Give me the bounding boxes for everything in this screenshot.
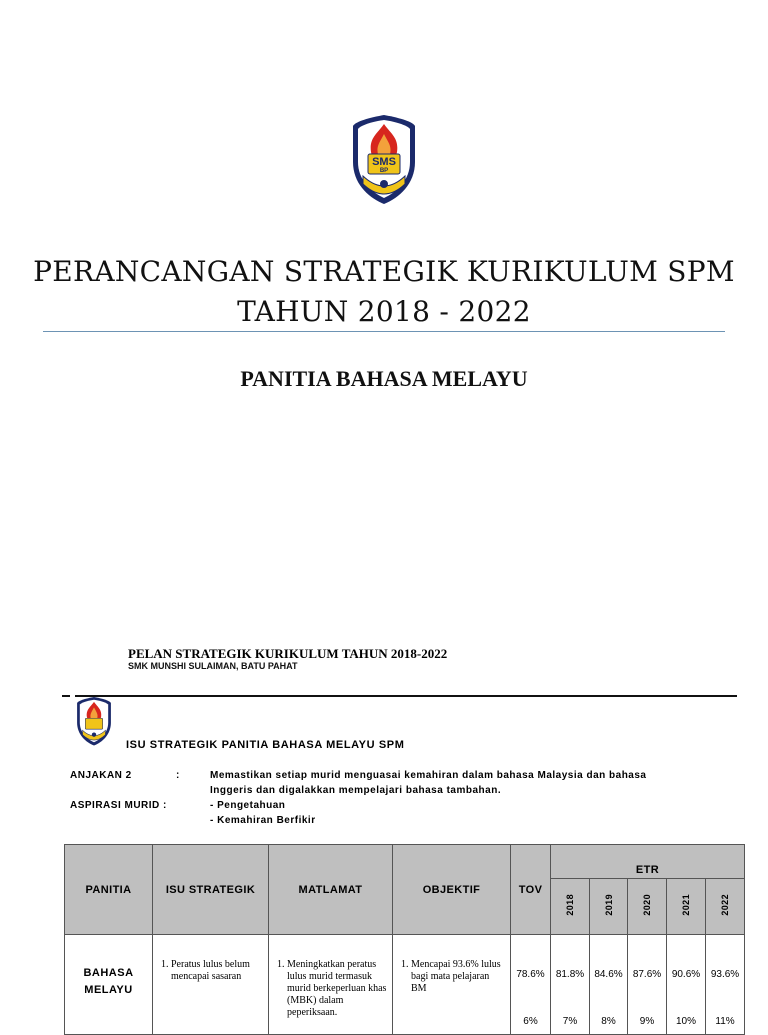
anjakan-row — [0, 768, 768, 800]
cell-panitia: BAHASA MELAYU — [65, 935, 153, 1035]
header-rule-dash — [62, 695, 70, 697]
etr-sub-value: 10% — [675, 1016, 696, 1027]
header-year: 2021 — [667, 879, 706, 935]
aspirasi-item: - Pengetahuan — [210, 800, 286, 811]
school-crest-logo — [351, 112, 417, 206]
header-rule — [75, 695, 737, 697]
header-panitia: PANITIA — [65, 845, 153, 935]
cell-objektif — [393, 935, 511, 1035]
etr-sub-value: 7% — [562, 1016, 578, 1027]
header-etr: ETR — [551, 845, 745, 879]
cell-isu — [153, 935, 269, 1035]
anjakan-value: Memastikan setiap murid menguasai kemahiran dalam bahasa Malaysia dan bahasa Inggeris dan digalakkan mempelajari bahasa tambahan. — [210, 770, 647, 796]
cell-tov — [511, 935, 551, 1035]
etr-value: 87.6% — [632, 969, 662, 980]
plan-title: PELAN STRATEGIK KURIKULUM TAHUN 2018-2022 — [128, 646, 448, 661]
etr-value: 84.6% — [594, 969, 623, 980]
school-crest-logo-small — [76, 695, 112, 747]
aspirasi-label: ASPIRASI MURID : — [70, 800, 167, 811]
cell-etr-2018 — [551, 935, 590, 1035]
aspirasi-row — [0, 798, 768, 830]
matlamat-item: 1. Meningkatkan peratus lulus murid termasuk murid berkeperluan khas (MBK) dalam peperiksaan. — [287, 959, 388, 1019]
crest-emblem-subtext: BP — [379, 168, 389, 174]
issue-heading: ISU STRATEGIK PANITIA BAHASA MELAYU SPM — [126, 739, 405, 751]
etr-sub-value: 9% — [639, 1016, 655, 1027]
objektif-item: 1. Mencapai 93.6% lulus bagi mata pelajaran BM — [411, 959, 506, 995]
cell-etr-2021 — [667, 935, 706, 1035]
anjakan-label: ANJAKAN 2 — [70, 770, 132, 781]
anjakan-colon: : — [176, 770, 180, 781]
header-year: 2019 — [590, 879, 628, 935]
header-year: 2018 — [551, 879, 590, 935]
cell-etr-2020 — [628, 935, 667, 1035]
panitia-heading: PANITIA BAHASA MELAYU — [240, 366, 528, 391]
document-title — [0, 252, 768, 332]
school-name: SMK MUNSHI SULAIMAN, BATU PAHAT — [128, 661, 298, 671]
table-row — [65, 935, 745, 1035]
title-divider — [43, 331, 725, 332]
header-tov: TOV — [511, 845, 551, 935]
cell-etr-2022 — [706, 935, 745, 1035]
etr-sub-value: 8% — [601, 1016, 616, 1027]
etr-value: 81.8% — [555, 969, 585, 980]
strategy-table — [64, 844, 744, 1027]
header-objektif: OBJEKTIF — [393, 845, 511, 935]
header-year: 2022 — [706, 879, 745, 935]
tov-value: 78.6% — [516, 969, 545, 980]
etr-sub-value: 11% — [715, 1016, 735, 1027]
crest-emblem-text: SMS — [372, 156, 396, 168]
tov-sub-value: 6% — [523, 1016, 538, 1027]
cell-matlamat — [269, 935, 393, 1035]
header-matlamat: MATLAMAT — [269, 845, 393, 935]
title-line-1: PERANCANGAN STRATEGIK KURIKULUM SPM — [33, 255, 735, 288]
isu-item: 1. Peratus lulus belum mencapai sasaran — [171, 959, 264, 983]
aspirasi-item: - Kemahiran Berfikir — [210, 815, 316, 826]
etr-value: 93.6% — [710, 969, 740, 980]
cell-etr-2019 — [590, 935, 628, 1035]
etr-value: 90.6% — [671, 969, 701, 980]
header-year: 2020 — [628, 879, 667, 935]
title-line-2: TAHUN 2018 - 2022 — [237, 295, 531, 328]
header-isu-strategik: ISU STRATEGIK — [153, 845, 269, 935]
